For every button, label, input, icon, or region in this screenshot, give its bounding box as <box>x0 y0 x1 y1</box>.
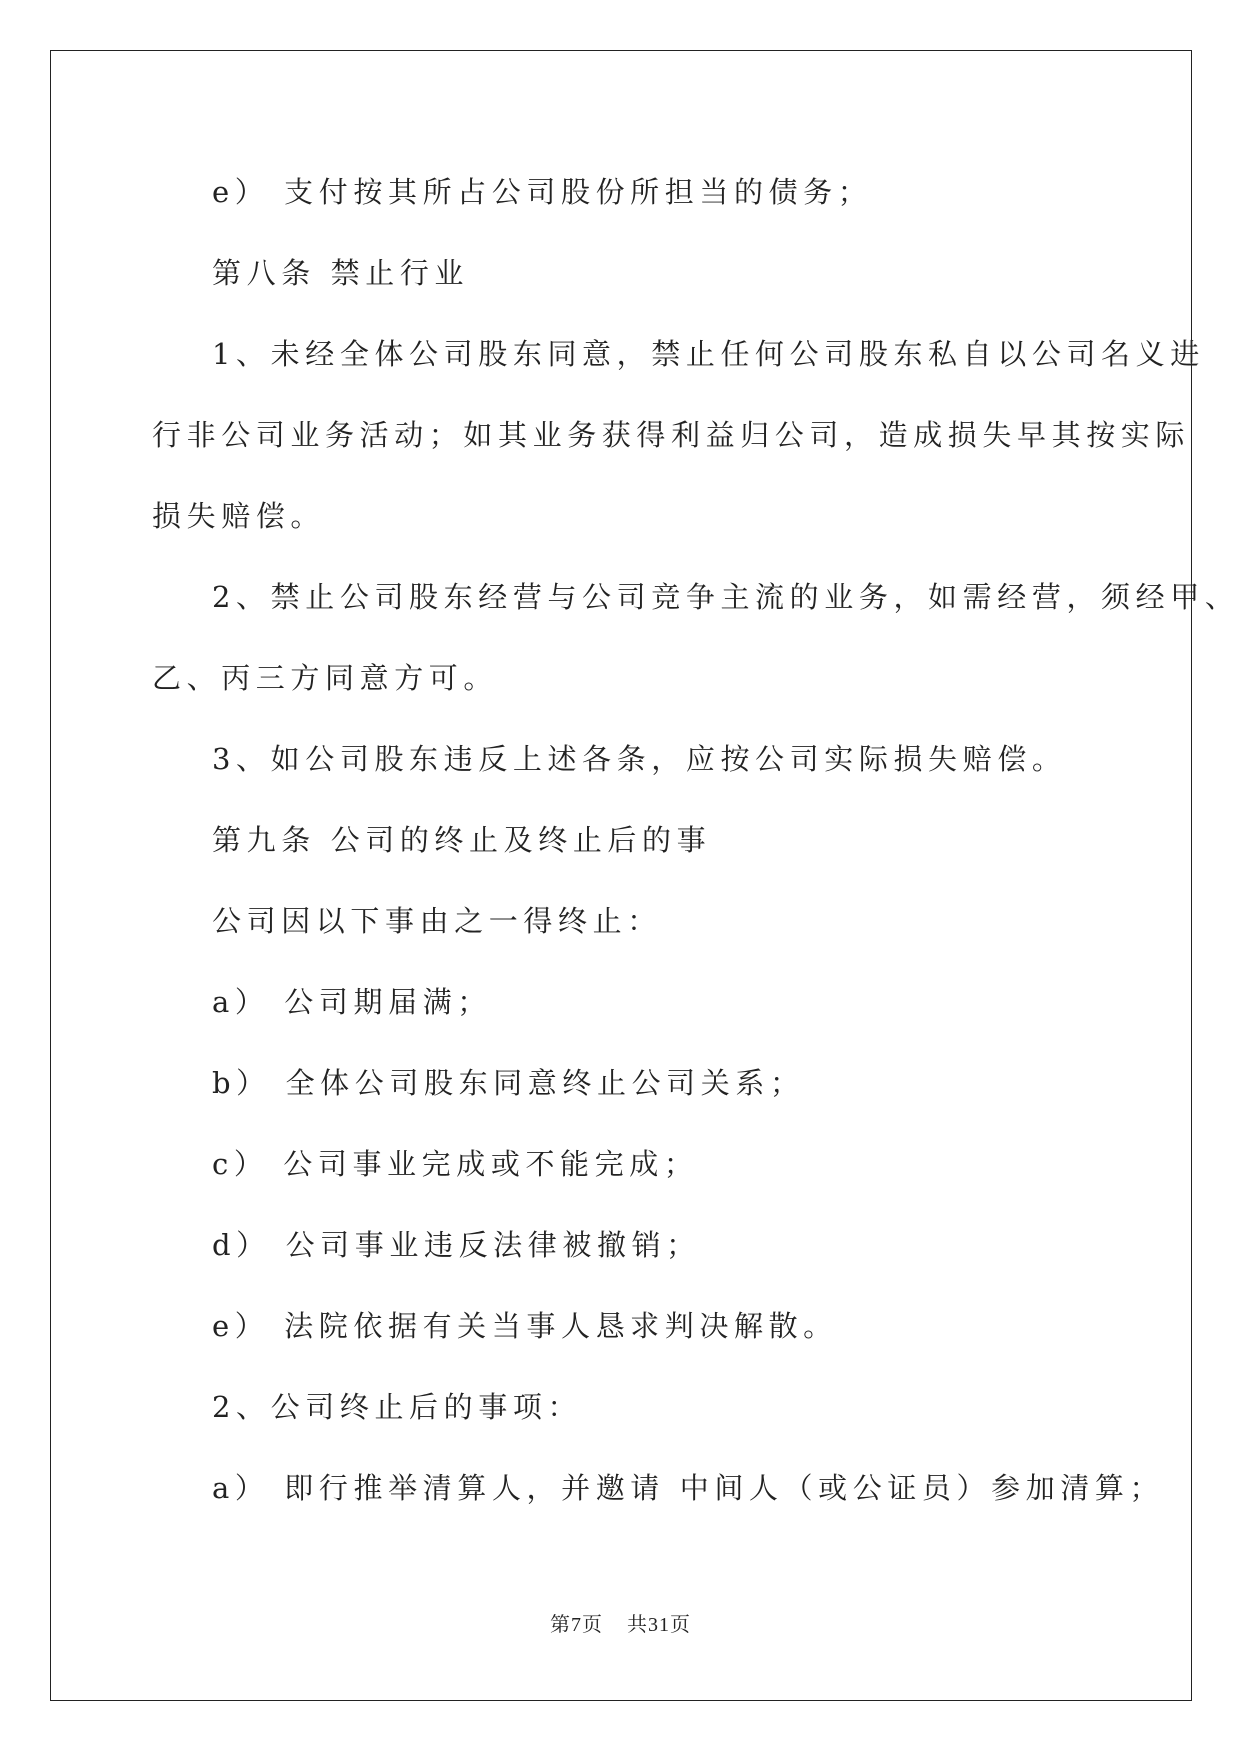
text-line: 2、禁止公司股东经营与公司竞争主流的业务，如需经营，须经甲、 <box>212 580 1240 614</box>
text-line: c） 公司事业完成或不能完成； <box>212 1147 699 1181</box>
text-line: 损失赔偿。 <box>152 499 326 533</box>
text-line: 1、未经全体公司股东同意，禁止任何公司股东私自以公司名义进 <box>212 337 1205 371</box>
text-line: e） 法院依据有关当事人恳求判决解散。 <box>212 1309 838 1343</box>
text-line: a） 即行推举清算人，并邀请 中间人（或公证员）参加清算； <box>212 1471 1165 1505</box>
text-line: b） 全体公司股东同意终止公司关系； <box>212 1066 805 1100</box>
text-line: 2、公司终止后的事项： <box>212 1390 583 1424</box>
text-line: 行非公司业务活动；如其业务获得利益归公司，造成损失早其按实际 <box>152 418 1191 452</box>
text-line: 第八条 禁止行业 <box>212 256 470 290</box>
text-line: a） 公司期届满； <box>212 985 492 1019</box>
page-number: 第7页 <box>550 1614 603 1636</box>
page-footer <box>0 1608 1241 1637</box>
text-line: 公司因以下事由之一得终止： <box>212 904 662 938</box>
page-total: 共31页 <box>627 1614 691 1636</box>
text-line: 3、如公司股东违反上述各条，应按公司实际损失赔偿。 <box>212 742 1067 776</box>
text-line: d） 公司事业违反法律被撤销； <box>212 1228 701 1262</box>
text-line: 第九条 公司的终止及终止后的事 <box>212 823 712 857</box>
text-line: 乙、丙三方同意方可。 <box>152 661 499 695</box>
text-line: e） 支付按其所占公司股份所担当的债务； <box>212 175 873 209</box>
page-border <box>50 50 1192 1701</box>
